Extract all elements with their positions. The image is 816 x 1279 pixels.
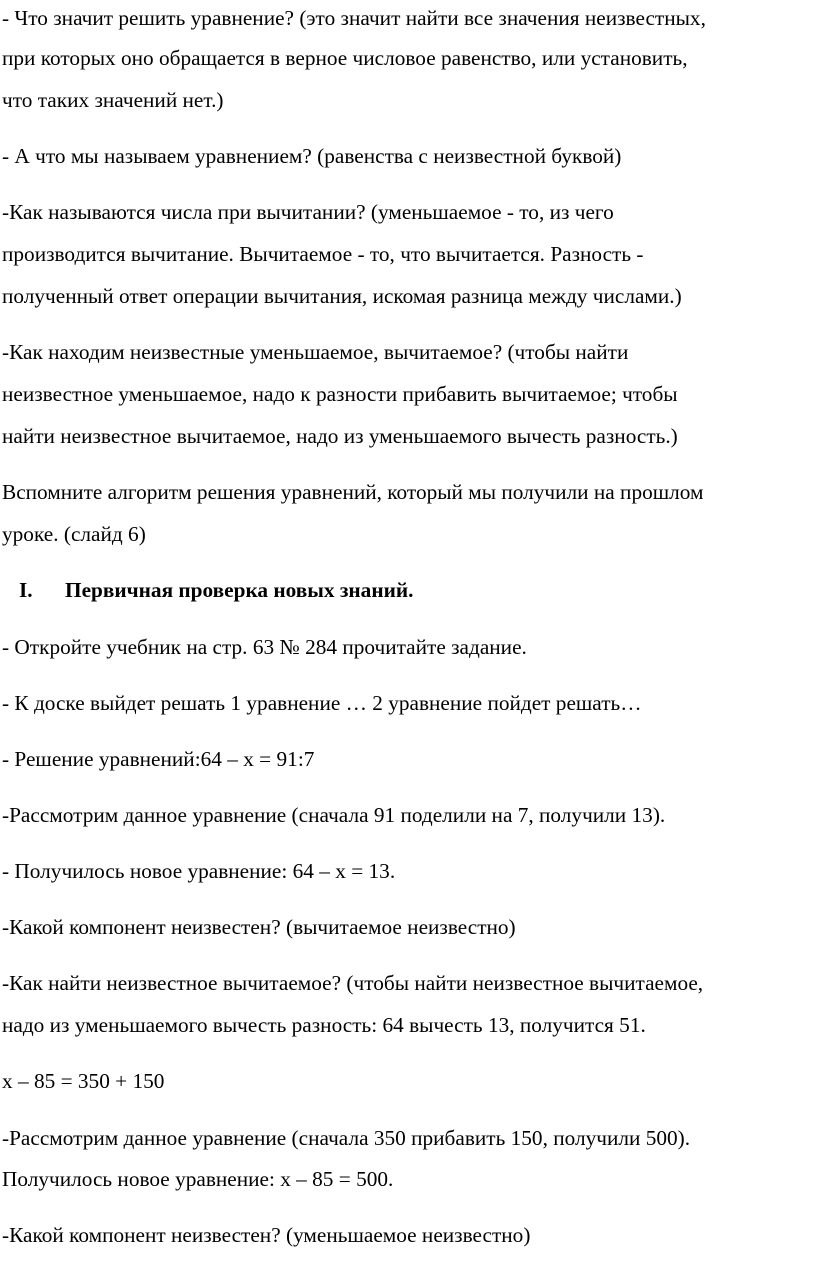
text-line: -Какой компонент неизвестен? (вычитаемое неизвестно) — [2, 915, 516, 939]
section-number: I. — [19, 578, 33, 602]
text-line: уроке. (слайд 6) — [2, 522, 146, 546]
text-line: что таких значений нет.) — [2, 88, 224, 112]
text-line: - Откройте учебник на стр. 63 № 284 прочитайте задание. — [2, 635, 527, 659]
text-line: при которых оно обращается в верное числовое равенство, или установить, — [2, 46, 688, 70]
text-line: -Как называются числа при вычитании? (уменьшаемое - то, из чего — [2, 200, 614, 224]
equation-line: х – 85 = 350 + 150 — [2, 1069, 165, 1093]
text-line: Вспомните алгоритм решения уравнений, который мы получили на прошлом — [2, 480, 704, 504]
text-line: - К доске выйдет решать 1 уравнение … 2 уравнение пойдет решать… — [2, 691, 642, 715]
text-line: производится вычитание. Вычитаемое - то, что вычитается. Разность - — [2, 242, 644, 266]
text-line: Получилось новое уравнение: х – 85 = 500. — [2, 1167, 394, 1191]
text-line: -Рассмотрим данное уравнение (сначала 91 поделили на 7, получили 13). — [2, 803, 666, 827]
text-line: -Как находим неизвестные уменьшаемое, вычитаемое? (чтобы найти — [2, 340, 629, 364]
text-line: - А что мы называем уравнением? (равенства с неизвестной буквой) — [2, 144, 622, 168]
text-line: полученный ответ операции вычитания, искомая разница между числами.) — [2, 284, 682, 308]
text-line: неизвестное уменьшаемое, надо к разности прибавить вычитаемое; чтобы — [2, 382, 678, 406]
text-line: найти неизвестное вычитаемое, надо из уменьшаемого вычесть разность.) — [2, 424, 678, 448]
text-line: -Рассмотрим данное уравнение (сначала 350 прибавить 150, получили 500). — [2, 1126, 691, 1150]
text-line: - Решение уравнений:64 – х = 91:7 — [2, 747, 315, 771]
text-line: -Какой компонент неизвестен? (уменьшаемое неизвестно) — [2, 1223, 531, 1247]
text-line: -Как найти неизвестное вычитаемое? (чтобы найти неизвестное вычитаемое, — [2, 971, 704, 995]
text-line: - Что значит решить уравнение? (это значит найти все значения неизвестных, — [2, 6, 706, 30]
text-line: надо из уменьшаемого вычесть разность: 64 вычесть 13, получится 51. — [2, 1013, 646, 1037]
section-title: Первичная проверка новых знаний. — [65, 578, 414, 602]
text-line: - Получилось новое уравнение: 64 – х = 13. — [2, 859, 396, 883]
